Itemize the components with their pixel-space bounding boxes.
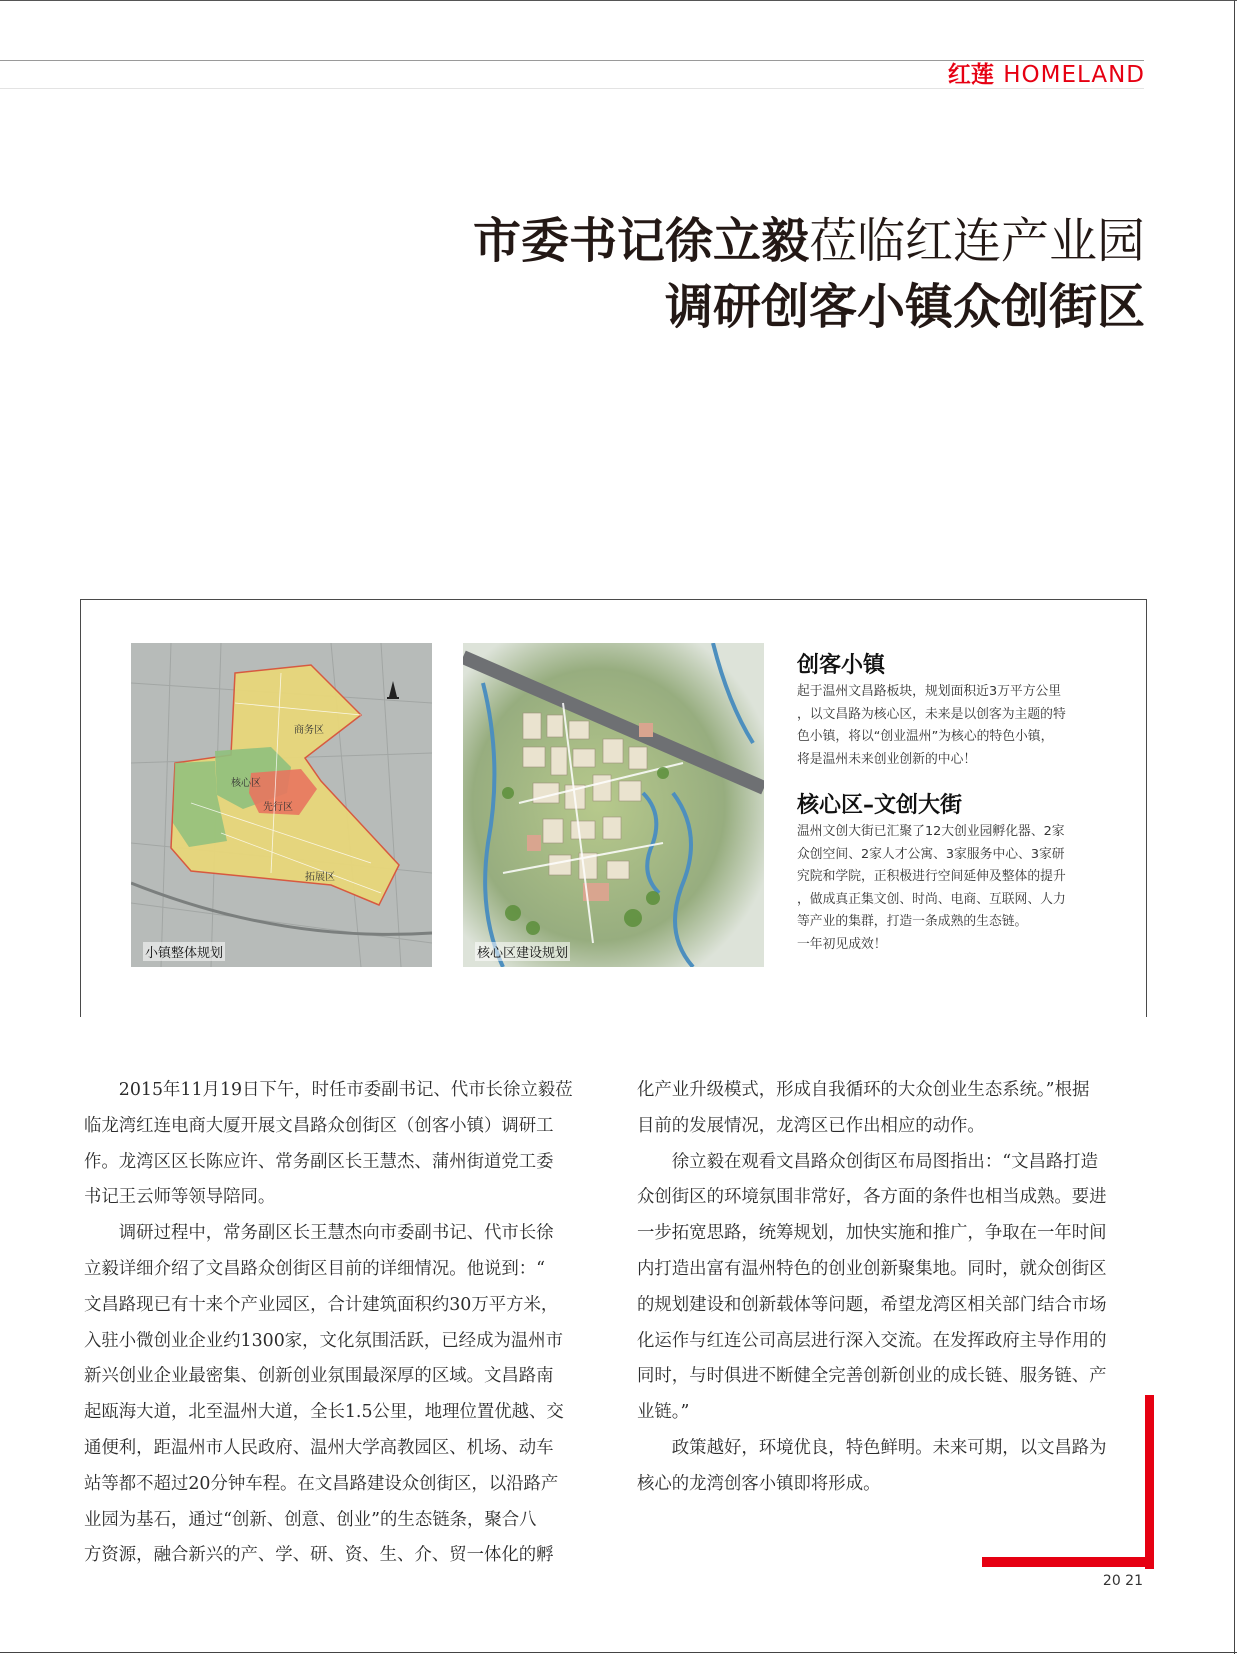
zone-label-core: 核心区	[231, 778, 261, 789]
core-zone-body: 温州文创大街已汇聚了12大创业园孵化器、2家 众创空间、2家人才公寓、3家服务中心、3家研 究院和学院，正积极进行空间延伸及整体的提升 ，做成真正集文创、时尚、电商、互联网、人力 等产业的集群，打造一条成熟的生态链。 一年初见成效！	[797, 824, 1066, 952]
red-corner-accent-vertical	[1145, 1395, 1154, 1569]
zone-label-business: 商务区	[294, 725, 324, 736]
maker-town-title: 创客小镇	[797, 653, 886, 678]
brand-cn: 红莲	[947, 62, 994, 88]
town-plan-map-image	[131, 643, 432, 967]
core-zone-plan-image	[463, 643, 764, 967]
page-border-right	[1234, 0, 1235, 1654]
headline-line-1	[473, 208, 1145, 274]
page-border-top	[0, 0, 1237, 1]
red-corner-accent-horizontal	[982, 1557, 1154, 1567]
article-headline	[473, 208, 1145, 340]
core-zone-caption: 核心区建设规划	[475, 942, 570, 961]
header-rule-light	[0, 88, 1144, 89]
brand-logo	[948, 62, 1145, 88]
header-rule	[0, 60, 1144, 61]
town-plan-caption: 小镇整体规划	[143, 942, 225, 961]
brand-en: HOMELAND	[1003, 62, 1145, 88]
core-zone-title: 核心区–文创大街	[797, 793, 963, 818]
zone-label-expansion: 拓展区	[305, 872, 335, 883]
maker-town-body: 起于温州文昌路板块，规划面积近3万平方公里 ，以文昌路为核心区，未来是以创客为主题的特 色小镇，将以“创业温州”为核心的特色小镇， 将是温州未来创业创新的中心！	[797, 684, 1066, 767]
maker-town-section	[797, 651, 1109, 771]
headline-line-2: 调研创客小镇众创街区	[664, 279, 1145, 335]
article-column-right: 化产业升级模式，形成自我循环的大众创业生态系统。”根据 目前的发展情况，龙湾区已作出相应的动作。 徐立毅在观看文昌路众创街区布局图指出：“文昌路打造 众创街区的环境氛围非常好，各方面的条件也相当成熟。要进 一步拓宽思路，统筹规划，加快实施和推广，争取在一年时间 内打造出富有温州特色的创业创新聚集地。同时，就众创街区 的规划建设和创新载体等问题，希望龙湾区相关部门结合市场 化运作与红连公司高层进行深入交流。在发挥政府主导作用的 同时，与时俱进不断健全完善创新创业的成长链、服务链、产 业链。” 政策越好，环境优良，特色鲜明。未来可期，以文昌路为 核心的龙湾创客小镇即将形成。	[637, 1080, 1107, 1494]
headline-bold-part: 市委书记徐立毅	[472, 213, 809, 269]
core-zone-section	[797, 791, 1109, 956]
zone-label-pilot: 先行区	[263, 802, 293, 813]
page-number: 20 21	[1102, 1573, 1143, 1589]
headline-light-part: 莅临红连产业园	[808, 213, 1145, 269]
page-border-bottom	[0, 1652, 1237, 1653]
article-column-left: 2015年11月19日下午，时任市委副书记、代市长徐立毅莅 临龙湾红连电商大厦开展文昌路众创街区（创客小镇）调研工 作。龙湾区区长陈应许、常务副区长王慧杰、蒲州街道党工委 书记王云师等领导陪同。 调研过程中，常务副区长王慧杰向市委副书记、代市长徐 立毅详细介绍了文昌路众创街区目前的详细情况。他说到：“ 文昌路现已有十来个产业园区，合计建筑面积约30万平方米， 入驻小微创业企业约1300家，文化氛围活跃，已经成为温州市 新兴创业企业最密集、创新创业氛围最深厚的区域。文昌路南 起瓯海大道，北至温州大道，全长1.5公里，地理位置优越、交 通便利，距温州市人民政府、温州大学高教园区、机场、动车 站等都不超过20分钟车程。在文昌路建设众创街区，以沿路产 业园为基石，通过“创新、创意、创业”的生态链条，聚合八 方资源，融合新兴的产、学、研、资、生、介、贸一体化的孵	[84, 1080, 573, 1566]
